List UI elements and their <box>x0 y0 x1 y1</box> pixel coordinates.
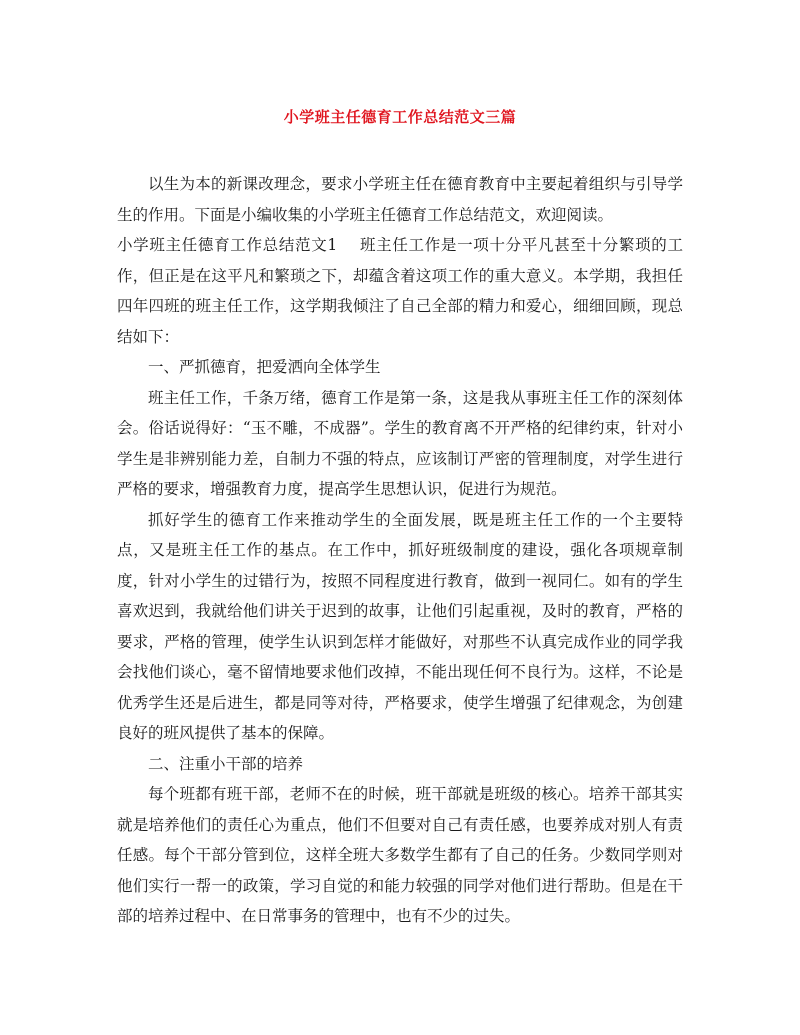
article-opening: 班主任工作是一项十分平凡甚至十分繁琐的工作，但正是在这平凡和繁琐之下，却蕴含着这项工作的重大意义。本学期，我担任四年四班的班主任工作，这学期我倾注了自己全部的精力和爱心，细细回顾，现总结如下： <box>117 236 683 346</box>
document-title: 小学班主任德育工作总结范文三篇 <box>283 108 517 126</box>
section1-paragraph-2: 抓好学生的德育工作来推动学生的全面发展，既是班主任工作的一个主要特点，又是班主任工作的基点。在工作中，抓好班级制度的建设，强化各项规章制度，针对小学生的过错行为，按照不同程度进行教育，做到一视同仁。如有的学生喜欢迟到，我就给他们讲关于迟到的故事，让他们引起重视，及时的教育，严格的要求，严格的管理，使学生认识到怎样才能做好，对那些不认真完成作业的同学我会找他们谈心，毫不留情地要求他们改掉，不能出现任何不良行为。这样，不论是优秀学生还是后进生，都是同等对待，严格要求，使学生增强了纪律观念，为创建良好的班风提供了基本的保障。 <box>117 510 683 742</box>
intro-paragraph: 以生为本的新课改理念，要求小学班主任在德育教育中主要起着组织与引导学生的作用。下面是小编收集的小学班主任德育工作总结范文，欢迎阅读。 <box>117 175 683 224</box>
section-heading-1: 一、严抓德育，把爱洒向全体学生 <box>148 358 381 376</box>
article-first-paragraph <box>117 230 683 352</box>
document-body <box>117 169 683 932</box>
article-label: 小学班主任德育工作总结范文1 <box>117 236 338 254</box>
section2-paragraph-1: 每个班都有班干部，老师不在的时候，班干部就是班级的核心。培养干部其实就是培养他们的责任心为重点，他们不但要对自己有责任感，也要养成对别人有责任感。每个干部分管到位，这样全班大多数学生都有了自己的任务。少数同学则对他们实行一帮一的政策，学习自觉的和能力较强的同学对他们进行帮助。但是在干部的培养过程中、在日常事务的管理中，也有不少的过失。 <box>117 785 683 925</box>
section1-paragraph-1: 班主任工作，千条万绪，德育工作是第一条，这是我从事班主任工作的深刻体会。俗话说得好：“玉不雕，不成器”。学生的教育离不开严格的纪律约束，针对小学生是非辨别能力差，自制力不强的特点，应该制订严密的管理制度，对学生进行严格的要求，增强教育力度，提高学生思想认识，促进行为规范。 <box>117 388 683 498</box>
section-heading-2: 二、注重小干部的培养 <box>148 754 304 773</box>
